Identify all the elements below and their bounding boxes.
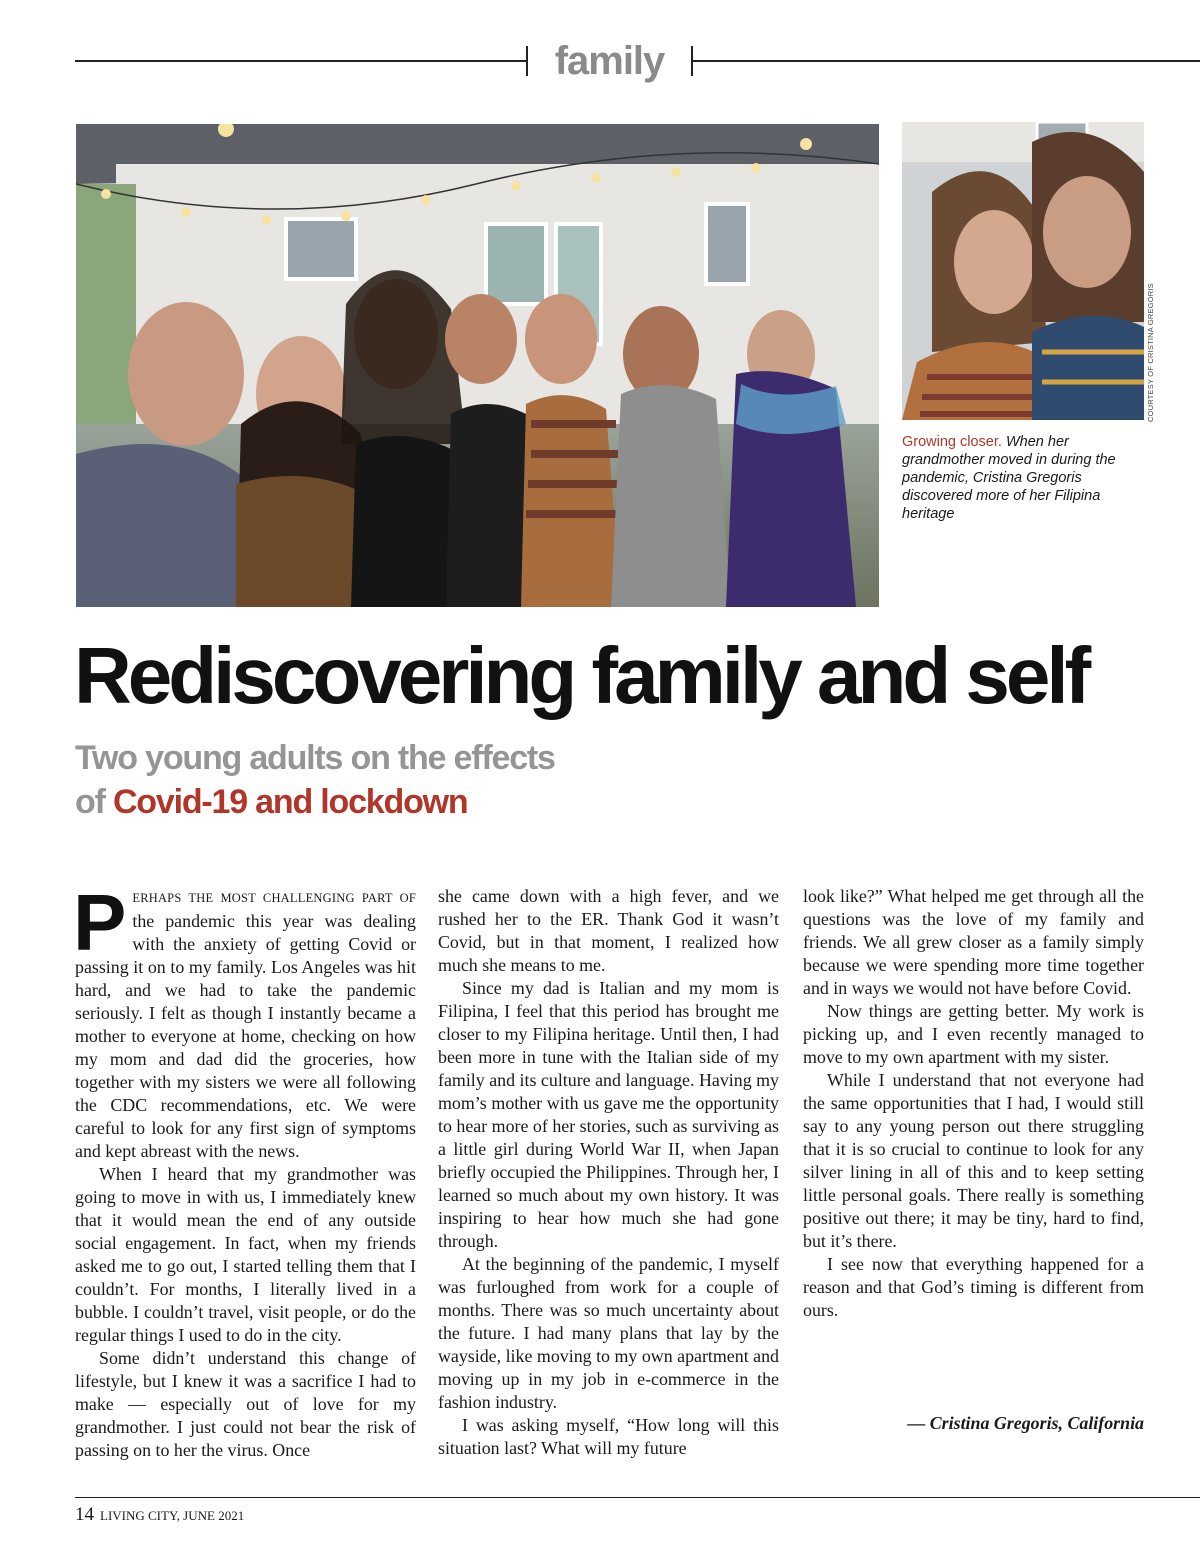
- article-paragraph: Some didn’t understand this change of lifestyle, but I knew it was a sacrifice I had to make — especially out of love for my grandmother. I just could not bear the risk of passing on to her the virus. Once: [75, 1348, 416, 1460]
- photo-caption: [902, 433, 1132, 523]
- article-paragraph: I was asking myself, “How long will this situation last? What will my future: [438, 1415, 779, 1458]
- article-paragraph: look like?” What helped me get through all the questions was the love of my family and friends. We all grew closer as a family simply because we were spending more time together and in ways we would not have before Covid.: [803, 886, 1144, 998]
- article-paragraph: When I heard that my grandmother was going to move in with us, I immediately knew that it would mean the end of any outside social engagement. In fact, when my friends asked me to go out, I started telling them that I couldn’t. For months, I literally lived in a bubble. I couldn’t travel, visit people, or do the regular things I used to do in the city.: [75, 1164, 416, 1345]
- paragraph-text: the pandemic this year was dealing with the anxiety of getting Covid or passing it on to my family. Los Angeles was hit hard, and we had to take the pandemic seriously. I felt as though I instantly became a mother to everyone at home, checking on how my mom and dad did the groceries, how together with my sisters we were all following the CDC recommendations, etc. We were careful to look for any first sign of symptoms and kept abreast with the news.: [75, 911, 416, 1161]
- article-column-3: [803, 885, 1144, 1322]
- article-paragraph: Since my dad is Italian and my mom is Filipina, I feel that this period has brought me closer to my Filipina heritage. Until then, I had been more in tune with the Italian side of my family and its culture and language. Having my mom’s mother with us gave me the opportunity to hear more of her stories, such as surviving as a little girl during World War II, when Japan briefly occupied the Philippines. Through her, I learned so much about my own history. It was inspiring to hear how much she had gone through.: [438, 978, 779, 1251]
- author-signature: — Cristina Gregoris, California: [907, 1413, 1144, 1433]
- page-number: 14: [75, 1504, 94, 1525]
- grandmother-granddaughter-photo: [902, 122, 1144, 420]
- page-footer: [75, 1504, 244, 1526]
- subhead-accent: Covid-19 and lockdown: [112, 783, 468, 821]
- footer-rule: [75, 1497, 1200, 1498]
- headline: Rediscovering family and self: [74, 631, 1088, 720]
- article-paragraph: While I understand that not everyone had the same opportunities that I had, I would still say to any young person out there struggling that it is so crucial to continue to look for any silver lining in all of this and to keep setting little personal goals. There really is something positive out there; it may be tiny, hard to find, but it’s there.: [803, 1070, 1144, 1251]
- subhead: [75, 736, 775, 824]
- section-header: [75, 38, 1200, 86]
- drop-cap: P: [73, 878, 127, 967]
- caption-text: When her grandmother moved in during the pandemic, Cristina Gregoris discovered more of her Filipina heritage: [902, 434, 1116, 522]
- article-paragraph: Now things are getting better. My work is picking up, and I even recently managed to move to my own apartment with my sister.: [803, 1001, 1144, 1067]
- header-rule-right: [691, 60, 1200, 62]
- article-paragraph: I see now that everything happened for a reason and that God’s timing is different from ours.: [803, 1254, 1144, 1320]
- caption-lead: Growing closer.: [902, 434, 1002, 450]
- article-paragraph: [73, 878, 416, 1163]
- group-photo: [76, 124, 879, 607]
- subhead-prefix: of: [75, 783, 105, 821]
- article-paragraph: At the beginning of the pandemic, I myself was furloughed from work for a couple of months. There was so much uncertainty about the future. I had many plans that lay by the wayside, like moving to my own apartment and moving up in my job in e-commerce in the fashion industry.: [438, 1254, 779, 1412]
- publication-info: LIVING CITY, JUNE 2021: [100, 1508, 245, 1523]
- article-column-1: [73, 878, 416, 1462]
- header-rule-left: [75, 60, 527, 62]
- photo-credit: COURTESY OF CRISTINA GREGORIS: [1146, 283, 1155, 422]
- subhead-line-1: Two young adults on the effects: [75, 739, 555, 777]
- article-column-2: [438, 885, 779, 1460]
- lead-smallcaps: ERHAPS THE MOST CHALLENGING PART OF: [132, 891, 416, 905]
- section-label: family: [554, 39, 665, 83]
- article-paragraph: she came down with a high fever, and we rushed her to the ER. Thank God it wasn’t Covid, but in that moment, I realized how much she means to me.: [438, 886, 779, 975]
